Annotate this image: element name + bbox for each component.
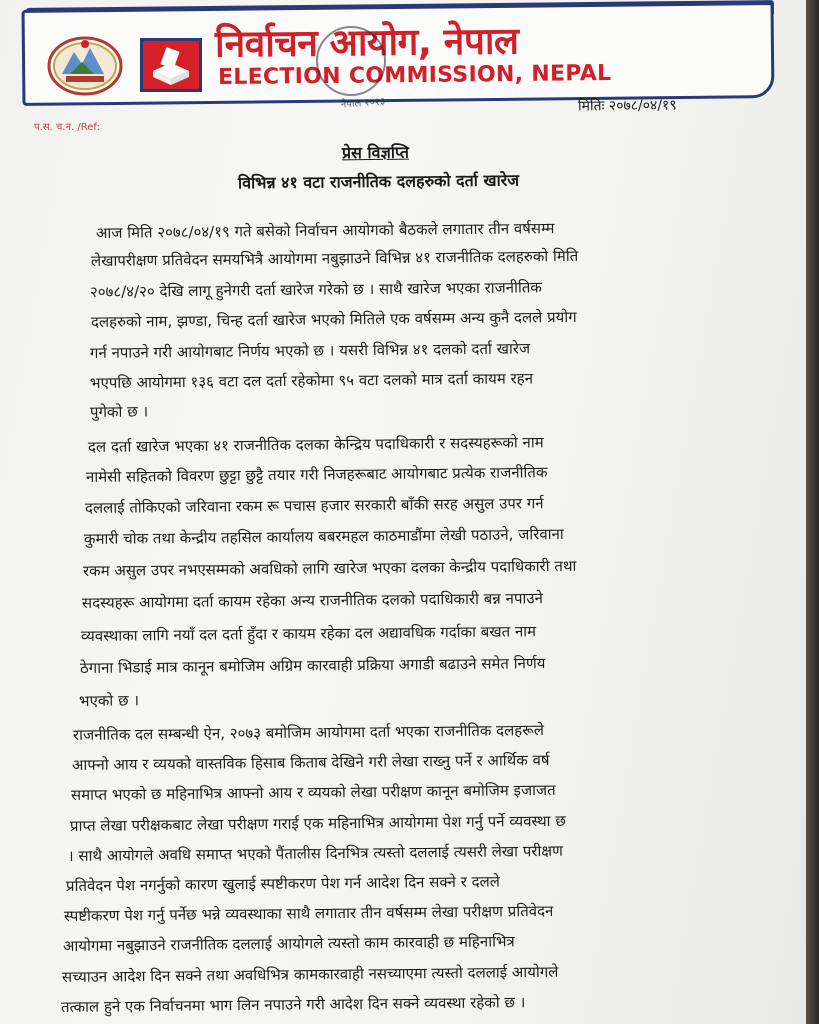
paragraph-3-line: प्रतिवेदन पेश नगर्नुको कारण खुलाई स्पष्टीकरण पेश गर्न आदेश दिन सक्ने र दलले bbox=[65, 872, 500, 895]
paragraph-1-line: दलहरुको नाम, झण्डा, चिन्ह दर्ता खारेज भएको मितिले एक वर्षसम्म अन्य कुनै दलले प्रयोग bbox=[90, 307, 577, 331]
election-commission-logo bbox=[140, 38, 202, 92]
press-release-title: प्रेस विज्ञप्ति bbox=[341, 142, 410, 163]
paragraph-2-line: कुमारी चोक तथा केन्द्रीय तहसिल कार्यालय बबरमहल काठमाडौंमा लेखी पठाउने, जरिवाना bbox=[83, 524, 564, 548]
paragraph-1-line: आज मिति २०७८/०४/१९ गते बसेको निर्वाचन आयोगको बैठकले लगातार तीन वर्षसम्म bbox=[95, 219, 555, 242]
paragraph-2-line: दललाई तोकिएको जरिवाना रकम रू पचास हजार सरकारी बाँकी सरह असुल उपर गर्न bbox=[84, 494, 544, 517]
paragraph-2-line: सदस्यहरू आयोगमा दर्ता कायम रहेका अन्य राजनीतिक दलको पदाधिकारी बन्न नपाउने bbox=[81, 589, 543, 612]
paragraph-2-line: नामेसी सहितको विवरण छुट्टा छुट्टै तयार गरी निजहरूबाट आयोगबाट प्रत्येक राजनीतिक bbox=[85, 463, 548, 486]
official-stamp bbox=[316, 26, 386, 96]
paragraph-3-line: आयोगमा नबुझाउने राजनीतिक दललाई आयोगले त्यस्तो काम कारवाही छ महिनाभित्र bbox=[62, 932, 515, 956]
paragraph-3-line: सच्याउन आदेश दिन सक्ने तथा अवधिभित्र कामकारवाही नसच्याएमा त्यस्तो दललाई आयोगले bbox=[61, 962, 559, 986]
paragraph-2-line: रकम असुल उपर नभएसम्मको अवधिको लागि खारेज भएका दलका केन्द्रीय पदाधिकारी तथा bbox=[82, 556, 577, 580]
letterhead-title-nepali: निर्वाचन आयोग, नेपाल bbox=[214, 19, 519, 66]
paragraph-3-line: राजनीतिक दल सम्बन्धी ऐन, २०७३ बमोजिम आयोगमा दर्ता भएका राजनीतिक दलहरूले bbox=[72, 721, 545, 744]
paragraph-3-line: तत्काल हुने एक निर्वाचनमा भाग लिन नपाउने गरी आदेश दिन सक्ने व्यवस्था रहेको छ । bbox=[60, 992, 526, 1016]
paragraph-3-line: स्पष्टीकरण पेश गर्नु पर्नेछ भन्ने व्यवस्थाका साथै लगातार तीन वर्षसम्म लेखा परीक्षण प्रतिवेदन bbox=[63, 902, 554, 926]
page-edge-shadow bbox=[806, 0, 819, 1024]
paragraph-1-line: भएपछि आयोगमा १३६ वटा दल दर्ता रहेकोमा ९५ वटा दलको मात्र दर्ता कायम रहन bbox=[89, 369, 534, 392]
stamp-text: नेपाल २०२३ bbox=[340, 96, 386, 111]
nepal-emblem-icon bbox=[46, 34, 124, 96]
paragraph-2-line: दल दर्ता खारेज भएका ४१ राजनीतिक दलका केन्द्रिय पदाधिकारी र सदस्यहरूको नाम bbox=[87, 433, 544, 456]
paragraph-2-line: ठेगाना भिडाई मात्र कानून बमोजिम अग्रिम कारवाही प्रक्रिया अगाडी बढाउने समेत निर्णय bbox=[79, 654, 546, 677]
ballot-box-icon bbox=[143, 41, 199, 89]
paragraph-1-line: २०७८/४/२० देखि लागू हुनेगरी दर्ता खारेज गरेको छ । साथै खारेज भएका राजनीतिक bbox=[89, 278, 542, 301]
paragraph-1-line: गर्न नपाउने गरी आयोगबाट निर्णय भएको छ । यसरी विभिन्न ४१ दलको दर्ता खारेज bbox=[89, 339, 531, 362]
paragraph-2-line: भएको छ । bbox=[78, 691, 140, 710]
paragraph-2-line: व्यवस्थाका लागि नयाँ दल दर्ता हुँदा र कायम रहेका दल अद्यावधिक गर्दाका बखत नाम bbox=[80, 622, 537, 645]
paragraph-3-line: । साथै आयोगले अवधि समाप्त भएको पैंतालीस दिनभित्र त्यस्तो दललाई त्यसरी लेखा परीक्षण bbox=[67, 841, 564, 865]
paragraph-1-line: पुगेको छ । bbox=[89, 402, 149, 421]
reference-label: प.स. च.न. /Ref: bbox=[34, 122, 100, 133]
paragraph-3-line: आफ्नो आय र व्ययको वास्तविक हिसाब किताब देखिने गरी लेखा राख्नु पर्ने र आर्थिक वर्ष bbox=[71, 751, 550, 775]
paragraph-3-line: समाप्त भएको छ महिनाभित्र आफ्नो आय र व्ययको लेखा परीक्षण कानून बमोजिम इजाजत bbox=[70, 781, 556, 805]
press-release-subtitle: विभिन्न ४१ वटा राजनीतिक दलहरुको दर्ता खारेज bbox=[237, 170, 520, 193]
document-date: मितिः २०७८/०४/१९ bbox=[577, 97, 677, 115]
letterhead-title-english: ELECTION COMMISSION, NEPAL bbox=[217, 60, 612, 91]
paragraph-1-line: लेखापरीक्षण प्रतिवेदन समयभित्रै आयोगमा नबुझाउने विभिन्न ४१ राजनीतिक दलहरुको मिति bbox=[90, 246, 579, 270]
paragraph-3-line: प्राप्त लेखा परीक्षकबाट लेखा परीक्षण गराई एक महिनाभित्र आयोगमा पेश गर्नु पर्ने व्यवस्था छ bbox=[69, 811, 566, 835]
